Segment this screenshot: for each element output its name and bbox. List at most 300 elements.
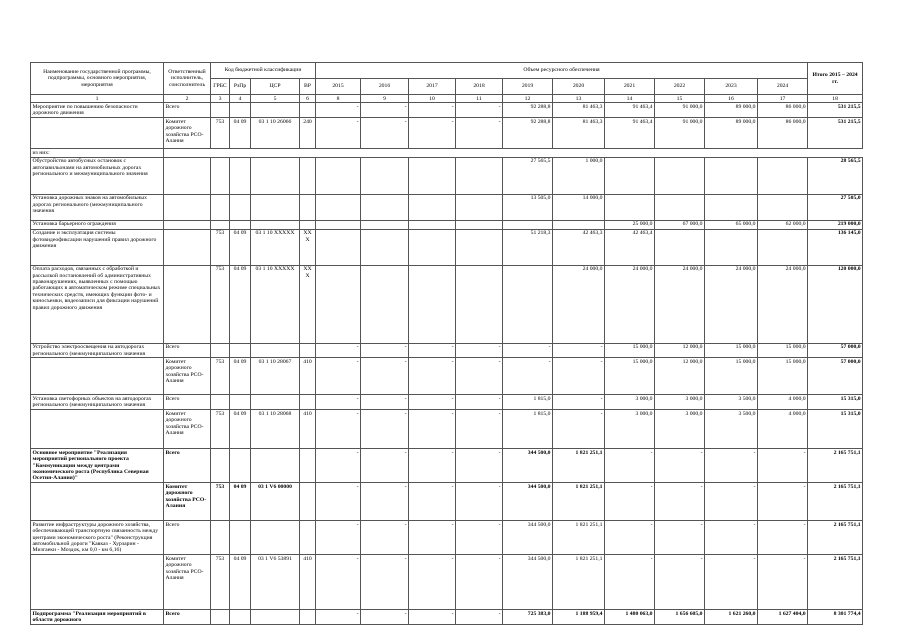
amount-cell bbox=[808, 149, 863, 157]
amount-cell: - bbox=[705, 449, 758, 483]
amount-cell: - bbox=[409, 118, 456, 149]
amount-cell: - bbox=[316, 483, 361, 521]
amount-cell: - bbox=[503, 358, 553, 395]
code-cell bbox=[211, 521, 230, 555]
code-cell bbox=[300, 220, 316, 229]
code-cell bbox=[251, 610, 300, 625]
amount-cell bbox=[316, 229, 361, 265]
amount-cell: - bbox=[361, 395, 409, 410]
amount-cell: - bbox=[361, 449, 409, 483]
code-cell bbox=[211, 194, 230, 220]
amount-cell: 15 000,0 bbox=[758, 343, 808, 358]
amount-cell: 24 000,0 bbox=[553, 265, 605, 343]
executor-cell: Всего bbox=[164, 343, 211, 358]
amount-cell: - bbox=[316, 449, 361, 483]
program-table-wrapper bbox=[30, 62, 863, 625]
code-cell: 03 1 10 28067 bbox=[251, 358, 300, 395]
executor-cell bbox=[164, 194, 211, 220]
amount-cell bbox=[316, 157, 361, 194]
amount-cell: 1 000,0 bbox=[553, 157, 605, 194]
code-cell: 04 09 bbox=[230, 483, 251, 521]
table-row bbox=[31, 521, 863, 555]
amount-cell: - bbox=[361, 521, 409, 555]
amount-cell: - bbox=[409, 610, 456, 625]
amount-cell: 81 463,3 bbox=[553, 103, 605, 118]
amount-cell: - bbox=[361, 555, 409, 610]
row-name-cell: Установка светофорных объектов на автодорогах регионального (межмуниципального значения bbox=[31, 395, 164, 410]
code-cell: 410 bbox=[300, 410, 316, 449]
amount-cell: 1 821 251,1 bbox=[553, 449, 605, 483]
amount-cell: - bbox=[655, 555, 705, 610]
code-cell bbox=[211, 343, 230, 358]
amount-cell: - bbox=[456, 521, 503, 555]
table-row bbox=[31, 483, 863, 521]
header-executor: Ответственный исполнитель, соисполнитель bbox=[164, 63, 211, 95]
code-cell: 410 bbox=[300, 358, 316, 395]
executor-cell: Всего bbox=[164, 395, 211, 410]
column-number-cell: 4 bbox=[230, 95, 251, 103]
code-cell: 753 bbox=[211, 229, 230, 265]
subheader-cell: 2024 bbox=[758, 79, 808, 95]
amount-cell bbox=[361, 149, 409, 157]
amount-cell bbox=[503, 149, 553, 157]
amount-cell bbox=[409, 265, 456, 343]
code-cell bbox=[230, 149, 251, 157]
amount-cell bbox=[503, 220, 553, 229]
row-name-cell: Установка дорожных знаков на автомобильных дорогах регионального (межмуниципального значения bbox=[31, 194, 164, 220]
code-cell bbox=[251, 149, 300, 157]
amount-cell: 28 565,5 bbox=[808, 157, 863, 194]
amount-cell: 51 218,3 bbox=[503, 229, 553, 265]
amount-cell: 24 000,0 bbox=[705, 265, 758, 343]
code-cell bbox=[211, 220, 230, 229]
subheader-cell: ЦСР bbox=[251, 79, 300, 95]
amount-cell: 86 000,0 bbox=[758, 103, 808, 118]
amount-cell: 1 815,0 bbox=[503, 395, 553, 410]
code-cell bbox=[230, 449, 251, 483]
subheader-cell: 2019 bbox=[503, 79, 553, 95]
subheader-cell: 2016 bbox=[361, 79, 409, 95]
amount-cell bbox=[361, 265, 409, 343]
executor-cell bbox=[164, 220, 211, 229]
amount-cell: 67 000,0 bbox=[655, 220, 705, 229]
amount-cell: 1 627 404,0 bbox=[758, 610, 808, 625]
table-row bbox=[31, 358, 863, 395]
column-number-cell: 18 bbox=[808, 95, 863, 103]
amount-cell: 1 821 251,1 bbox=[553, 483, 605, 521]
amount-cell: 2 165 751,1 bbox=[808, 521, 863, 555]
code-cell bbox=[251, 449, 300, 483]
amount-cell: 12 000,0 bbox=[655, 358, 705, 395]
amount-cell: - bbox=[705, 483, 758, 521]
amount-cell: 3 000,0 bbox=[605, 410, 655, 449]
amount-cell bbox=[409, 220, 456, 229]
amount-cell: - bbox=[316, 521, 361, 555]
code-cell bbox=[230, 521, 251, 555]
table-row bbox=[31, 449, 863, 483]
amount-cell bbox=[705, 149, 758, 157]
column-number-cell: 2 bbox=[164, 95, 211, 103]
amount-cell: - bbox=[758, 555, 808, 610]
code-cell bbox=[211, 395, 230, 410]
column-number-cell: 8 bbox=[316, 95, 361, 103]
amount-cell: 42 463,3 bbox=[553, 229, 605, 265]
table-row bbox=[31, 555, 863, 610]
amount-cell: 219 000,0 bbox=[808, 220, 863, 229]
code-cell bbox=[251, 103, 300, 118]
amount-cell: - bbox=[361, 358, 409, 395]
amount-cell: - bbox=[553, 395, 605, 410]
amount-cell: - bbox=[456, 118, 503, 149]
column-number-row bbox=[31, 95, 863, 103]
amount-cell bbox=[361, 194, 409, 220]
row-name-cell: Мероприятие по повышению безопасности дорожного движения bbox=[31, 103, 164, 118]
column-number-cell: 16 bbox=[705, 95, 758, 103]
amount-cell: - bbox=[361, 410, 409, 449]
code-cell bbox=[300, 610, 316, 625]
code-cell bbox=[300, 483, 316, 521]
code-cell bbox=[230, 194, 251, 220]
code-cell bbox=[211, 449, 230, 483]
amount-cell: 27 565,5 bbox=[503, 157, 553, 194]
code-cell bbox=[211, 610, 230, 625]
subheader-cell: 2021 bbox=[605, 79, 655, 95]
row-name-cell bbox=[31, 555, 164, 610]
table-row bbox=[31, 220, 863, 229]
amount-cell: - bbox=[361, 103, 409, 118]
code-cell: 04 09 bbox=[230, 229, 251, 265]
amount-cell: - bbox=[655, 449, 705, 483]
amount-cell: - bbox=[553, 343, 605, 358]
amount-cell: 91 000,0 bbox=[655, 103, 705, 118]
amount-cell: - bbox=[409, 358, 456, 395]
amount-cell: - bbox=[605, 483, 655, 521]
amount-cell: 4 000,0 bbox=[758, 395, 808, 410]
amount-cell: - bbox=[316, 343, 361, 358]
amount-cell: 1 188 959,4 bbox=[553, 610, 605, 625]
amount-cell: - bbox=[705, 521, 758, 555]
amount-cell: - bbox=[456, 449, 503, 483]
amount-cell bbox=[409, 194, 456, 220]
code-cell bbox=[211, 149, 230, 157]
amount-cell bbox=[553, 220, 605, 229]
amount-cell bbox=[605, 157, 655, 194]
amount-cell: 3 000,0 bbox=[655, 410, 705, 449]
column-number-cell: 1 bbox=[31, 95, 164, 103]
column-number-cell: 9 bbox=[361, 95, 409, 103]
code-cell bbox=[300, 157, 316, 194]
row-name-cell bbox=[31, 410, 164, 449]
code-cell bbox=[300, 521, 316, 555]
amount-cell: - bbox=[316, 358, 361, 395]
amount-cell: - bbox=[361, 610, 409, 625]
executor-cell bbox=[164, 229, 211, 265]
header-name: Наименование государственной программы, подпрограммы, основного мероприятия, мероприятия bbox=[31, 63, 164, 95]
table-row bbox=[31, 229, 863, 265]
code-cell bbox=[251, 395, 300, 410]
code-cell: 753 bbox=[211, 555, 230, 610]
amount-cell: - bbox=[456, 410, 503, 449]
row-name-cell: Устройство электроосвещения на автодорогах регионального (межмуниципального значения bbox=[31, 343, 164, 358]
executor-cell: Комитет дорожного хозяйства РСО-Алания bbox=[164, 118, 211, 149]
code-cell: 03 1 V6 00000 bbox=[251, 483, 300, 521]
column-number-cell: 10 bbox=[409, 95, 456, 103]
amount-cell: 1 656 605,0 bbox=[655, 610, 705, 625]
executor-cell bbox=[164, 157, 211, 194]
row-name-cell: Оплата расходов, связанных с обработкой и рассылкой постановлений об административных правонарушениях, выявленных с помощью работающих в автоматическом режиме специальных технических средств, имеющих функции фото- и киносъемки, видеозаписи для фиксации нарушений правил дорожного движения bbox=[31, 265, 164, 343]
column-number-cell: 11 bbox=[456, 95, 503, 103]
subheader-cell: 2022 bbox=[655, 79, 705, 95]
code-cell: 03 1 10 28068 bbox=[251, 410, 300, 449]
executor-cell: Комитет дорожного хозяйства РСО-Алания bbox=[164, 483, 211, 521]
table-row bbox=[31, 610, 863, 625]
amount-cell bbox=[655, 194, 705, 220]
amount-cell: 15 315,0 bbox=[808, 410, 863, 449]
amount-cell bbox=[758, 157, 808, 194]
table-row bbox=[31, 157, 863, 194]
amount-cell: - bbox=[361, 343, 409, 358]
amount-cell bbox=[655, 229, 705, 265]
code-cell bbox=[230, 220, 251, 229]
amount-cell: 3 500,0 bbox=[705, 395, 758, 410]
amount-cell: - bbox=[456, 395, 503, 410]
amount-cell bbox=[409, 149, 456, 157]
code-cell bbox=[230, 610, 251, 625]
amount-cell: - bbox=[456, 483, 503, 521]
executor-cell: Всего bbox=[164, 103, 211, 118]
amount-cell: 3 000,0 bbox=[605, 395, 655, 410]
amount-cell: - bbox=[758, 483, 808, 521]
column-number-cell: 13 bbox=[553, 95, 605, 103]
amount-cell: 25 000,0 bbox=[605, 220, 655, 229]
amount-cell bbox=[705, 157, 758, 194]
amount-cell: - bbox=[503, 343, 553, 358]
amount-cell bbox=[503, 265, 553, 343]
amount-cell bbox=[409, 229, 456, 265]
amount-cell: - bbox=[409, 343, 456, 358]
amount-cell: - bbox=[605, 555, 655, 610]
amount-cell: 15 000,0 bbox=[705, 358, 758, 395]
amount-cell: 15 000,0 bbox=[758, 358, 808, 395]
amount-cell: - bbox=[456, 358, 503, 395]
amount-cell bbox=[361, 157, 409, 194]
column-number-cell: 3 bbox=[211, 95, 230, 103]
amount-cell: 344 500,0 bbox=[503, 449, 553, 483]
executor-cell: Комитет дорожного хозяйства РСО-Алания bbox=[164, 555, 211, 610]
amount-cell: 57 000,0 bbox=[808, 358, 863, 395]
code-cell bbox=[251, 521, 300, 555]
code-cell: 04 09 bbox=[230, 358, 251, 395]
amount-cell bbox=[605, 149, 655, 157]
row-name-cell: из них: bbox=[31, 149, 164, 157]
amount-cell bbox=[758, 149, 808, 157]
table-row bbox=[31, 395, 863, 410]
amount-cell: 24 000,0 bbox=[758, 265, 808, 343]
amount-cell: 92 288,8 bbox=[503, 103, 553, 118]
amount-cell bbox=[361, 229, 409, 265]
amount-cell: - bbox=[758, 521, 808, 555]
code-cell: 753 bbox=[211, 358, 230, 395]
column-number-cell: 15 bbox=[655, 95, 705, 103]
amount-cell: - bbox=[409, 103, 456, 118]
amount-cell: - bbox=[456, 610, 503, 625]
column-number-cell: 17 bbox=[758, 95, 808, 103]
amount-cell bbox=[705, 194, 758, 220]
row-name-cell: Основное мероприятие "Реализация мероприятий регионального проекта "Коммуникации между центрами экономического роста (Республика Северная Осетия-Алания)" bbox=[31, 449, 164, 483]
subheader-cell: 2020 bbox=[553, 79, 605, 95]
amount-cell bbox=[705, 229, 758, 265]
amount-cell: - bbox=[409, 449, 456, 483]
executor-cell: Комитет дорожного хозяйства РСО-Алания bbox=[164, 358, 211, 395]
amount-cell bbox=[456, 194, 503, 220]
amount-cell bbox=[316, 265, 361, 343]
table-row bbox=[31, 410, 863, 449]
executor-cell: Всего bbox=[164, 610, 211, 625]
amount-cell bbox=[316, 194, 361, 220]
row-name-cell: Создание и эксплуатация системы фотовидеофиксации нарушений правил дорожного движения bbox=[31, 229, 164, 265]
amount-cell: 13 505,0 bbox=[503, 194, 553, 220]
code-cell bbox=[300, 449, 316, 483]
amount-cell: 3 000,0 bbox=[655, 395, 705, 410]
subheader-cell: 2018 bbox=[456, 79, 503, 95]
code-cell bbox=[230, 343, 251, 358]
amount-cell bbox=[553, 149, 605, 157]
amount-cell bbox=[655, 157, 705, 194]
executor-cell bbox=[164, 149, 211, 157]
subheader-cell: ВР bbox=[300, 79, 316, 95]
amount-cell: - bbox=[316, 118, 361, 149]
amount-cell bbox=[409, 157, 456, 194]
amount-cell: 27 505,0 bbox=[808, 194, 863, 220]
column-number-cell: 6 bbox=[300, 95, 316, 103]
amount-cell: - bbox=[655, 483, 705, 521]
code-cell: 240 bbox=[300, 118, 316, 149]
amount-cell: 120 000,0 bbox=[808, 265, 863, 343]
subheader-cell: 2023 bbox=[705, 79, 758, 95]
amount-cell: 531 215,5 bbox=[808, 103, 863, 118]
code-cell bbox=[251, 220, 300, 229]
code-cell bbox=[300, 149, 316, 157]
code-cell bbox=[300, 395, 316, 410]
code-cell bbox=[300, 103, 316, 118]
column-number-cell: 14 bbox=[605, 95, 655, 103]
code-cell: 03 1 V6 53891 bbox=[251, 555, 300, 610]
table-row bbox=[31, 343, 863, 358]
amount-cell: - bbox=[409, 483, 456, 521]
code-cell: 03 1 10 26066 bbox=[251, 118, 300, 149]
executor-cell: Комитет дорожного хозяйства РСО-Алания bbox=[164, 410, 211, 449]
code-cell: 753 bbox=[211, 118, 230, 149]
header-budget-code: Код бюджетной классификации bbox=[211, 63, 316, 79]
resource-allocation-table bbox=[30, 62, 863, 625]
amount-cell bbox=[361, 220, 409, 229]
amount-cell: 531 215,5 bbox=[808, 118, 863, 149]
amount-cell: 2 165 751,1 bbox=[808, 483, 863, 521]
amount-cell bbox=[456, 157, 503, 194]
amount-cell: - bbox=[655, 521, 705, 555]
amount-cell: 91 463,4 bbox=[605, 118, 655, 149]
row-name-cell bbox=[31, 118, 164, 149]
amount-cell: 1 815,0 bbox=[503, 410, 553, 449]
amount-cell: - bbox=[316, 103, 361, 118]
amount-cell bbox=[316, 220, 361, 229]
amount-cell: 4 000,0 bbox=[758, 410, 808, 449]
table-row bbox=[31, 149, 863, 157]
amount-cell: 1 480 063,0 bbox=[605, 610, 655, 625]
amount-cell: - bbox=[316, 410, 361, 449]
header-total: Итого 2015 – 2024 гг. bbox=[808, 63, 863, 95]
code-cell: 04 09 bbox=[230, 118, 251, 149]
code-cell bbox=[230, 103, 251, 118]
executor-cell: Всего bbox=[164, 449, 211, 483]
code-cell: 410 bbox=[300, 555, 316, 610]
amount-cell: 8 301 774,4 bbox=[808, 610, 863, 625]
amount-cell bbox=[456, 265, 503, 343]
amount-cell: 344 500,0 bbox=[503, 521, 553, 555]
amount-cell: - bbox=[456, 343, 503, 358]
amount-cell bbox=[655, 149, 705, 157]
amount-cell: 15 000,0 bbox=[605, 358, 655, 395]
amount-cell: 81 463,3 bbox=[553, 118, 605, 149]
code-cell bbox=[251, 157, 300, 194]
code-cell bbox=[251, 194, 300, 220]
amount-cell: 24 000,0 bbox=[605, 265, 655, 343]
code-cell: 04 09 bbox=[230, 410, 251, 449]
amount-cell: 24 000,0 bbox=[655, 265, 705, 343]
code-cell: 753 bbox=[211, 410, 230, 449]
code-cell bbox=[251, 343, 300, 358]
amount-cell: 15 000,0 bbox=[705, 343, 758, 358]
amount-cell: 3 500,0 bbox=[705, 410, 758, 449]
amount-cell: 2 165 751,1 bbox=[808, 449, 863, 483]
amount-cell: - bbox=[605, 449, 655, 483]
amount-cell: - bbox=[409, 555, 456, 610]
row-name-cell: Подпрограмма "Реализация мероприятий в области дорожного bbox=[31, 610, 164, 625]
amount-cell: 344 500,0 bbox=[503, 483, 553, 521]
code-cell: 03 1 10 XXXXX bbox=[251, 229, 300, 265]
subheader-cell: РзПр bbox=[230, 79, 251, 95]
amount-cell: - bbox=[758, 449, 808, 483]
amount-cell: - bbox=[316, 555, 361, 610]
amount-cell bbox=[605, 194, 655, 220]
amount-cell: 57 000,0 bbox=[808, 343, 863, 358]
amount-cell: 725 383,0 bbox=[503, 610, 553, 625]
executor-cell bbox=[164, 265, 211, 343]
amount-cell bbox=[456, 220, 503, 229]
amount-cell: 89 000,0 bbox=[705, 103, 758, 118]
amount-cell: 14 000,0 bbox=[553, 194, 605, 220]
column-number-cell: 5 bbox=[251, 95, 300, 103]
row-name-cell bbox=[31, 483, 164, 521]
amount-cell: 89 000,0 bbox=[705, 118, 758, 149]
amount-cell: 344 500,0 bbox=[503, 555, 553, 610]
amount-cell: - bbox=[605, 521, 655, 555]
code-cell: XXX bbox=[300, 265, 316, 343]
table-row bbox=[31, 118, 863, 149]
amount-cell: 91 463,4 bbox=[605, 103, 655, 118]
amount-cell: - bbox=[316, 610, 361, 625]
amount-cell: - bbox=[409, 395, 456, 410]
code-cell bbox=[211, 157, 230, 194]
amount-cell: 92 288,8 bbox=[503, 118, 553, 149]
amount-cell: - bbox=[456, 555, 503, 610]
column-number-cell: 12 bbox=[503, 95, 553, 103]
amount-cell bbox=[456, 229, 503, 265]
amount-cell bbox=[316, 149, 361, 157]
executor-cell: Всего bbox=[164, 521, 211, 555]
amount-cell: 1 821 251,1 bbox=[553, 521, 605, 555]
subheader-cell: 2015 bbox=[316, 79, 361, 95]
